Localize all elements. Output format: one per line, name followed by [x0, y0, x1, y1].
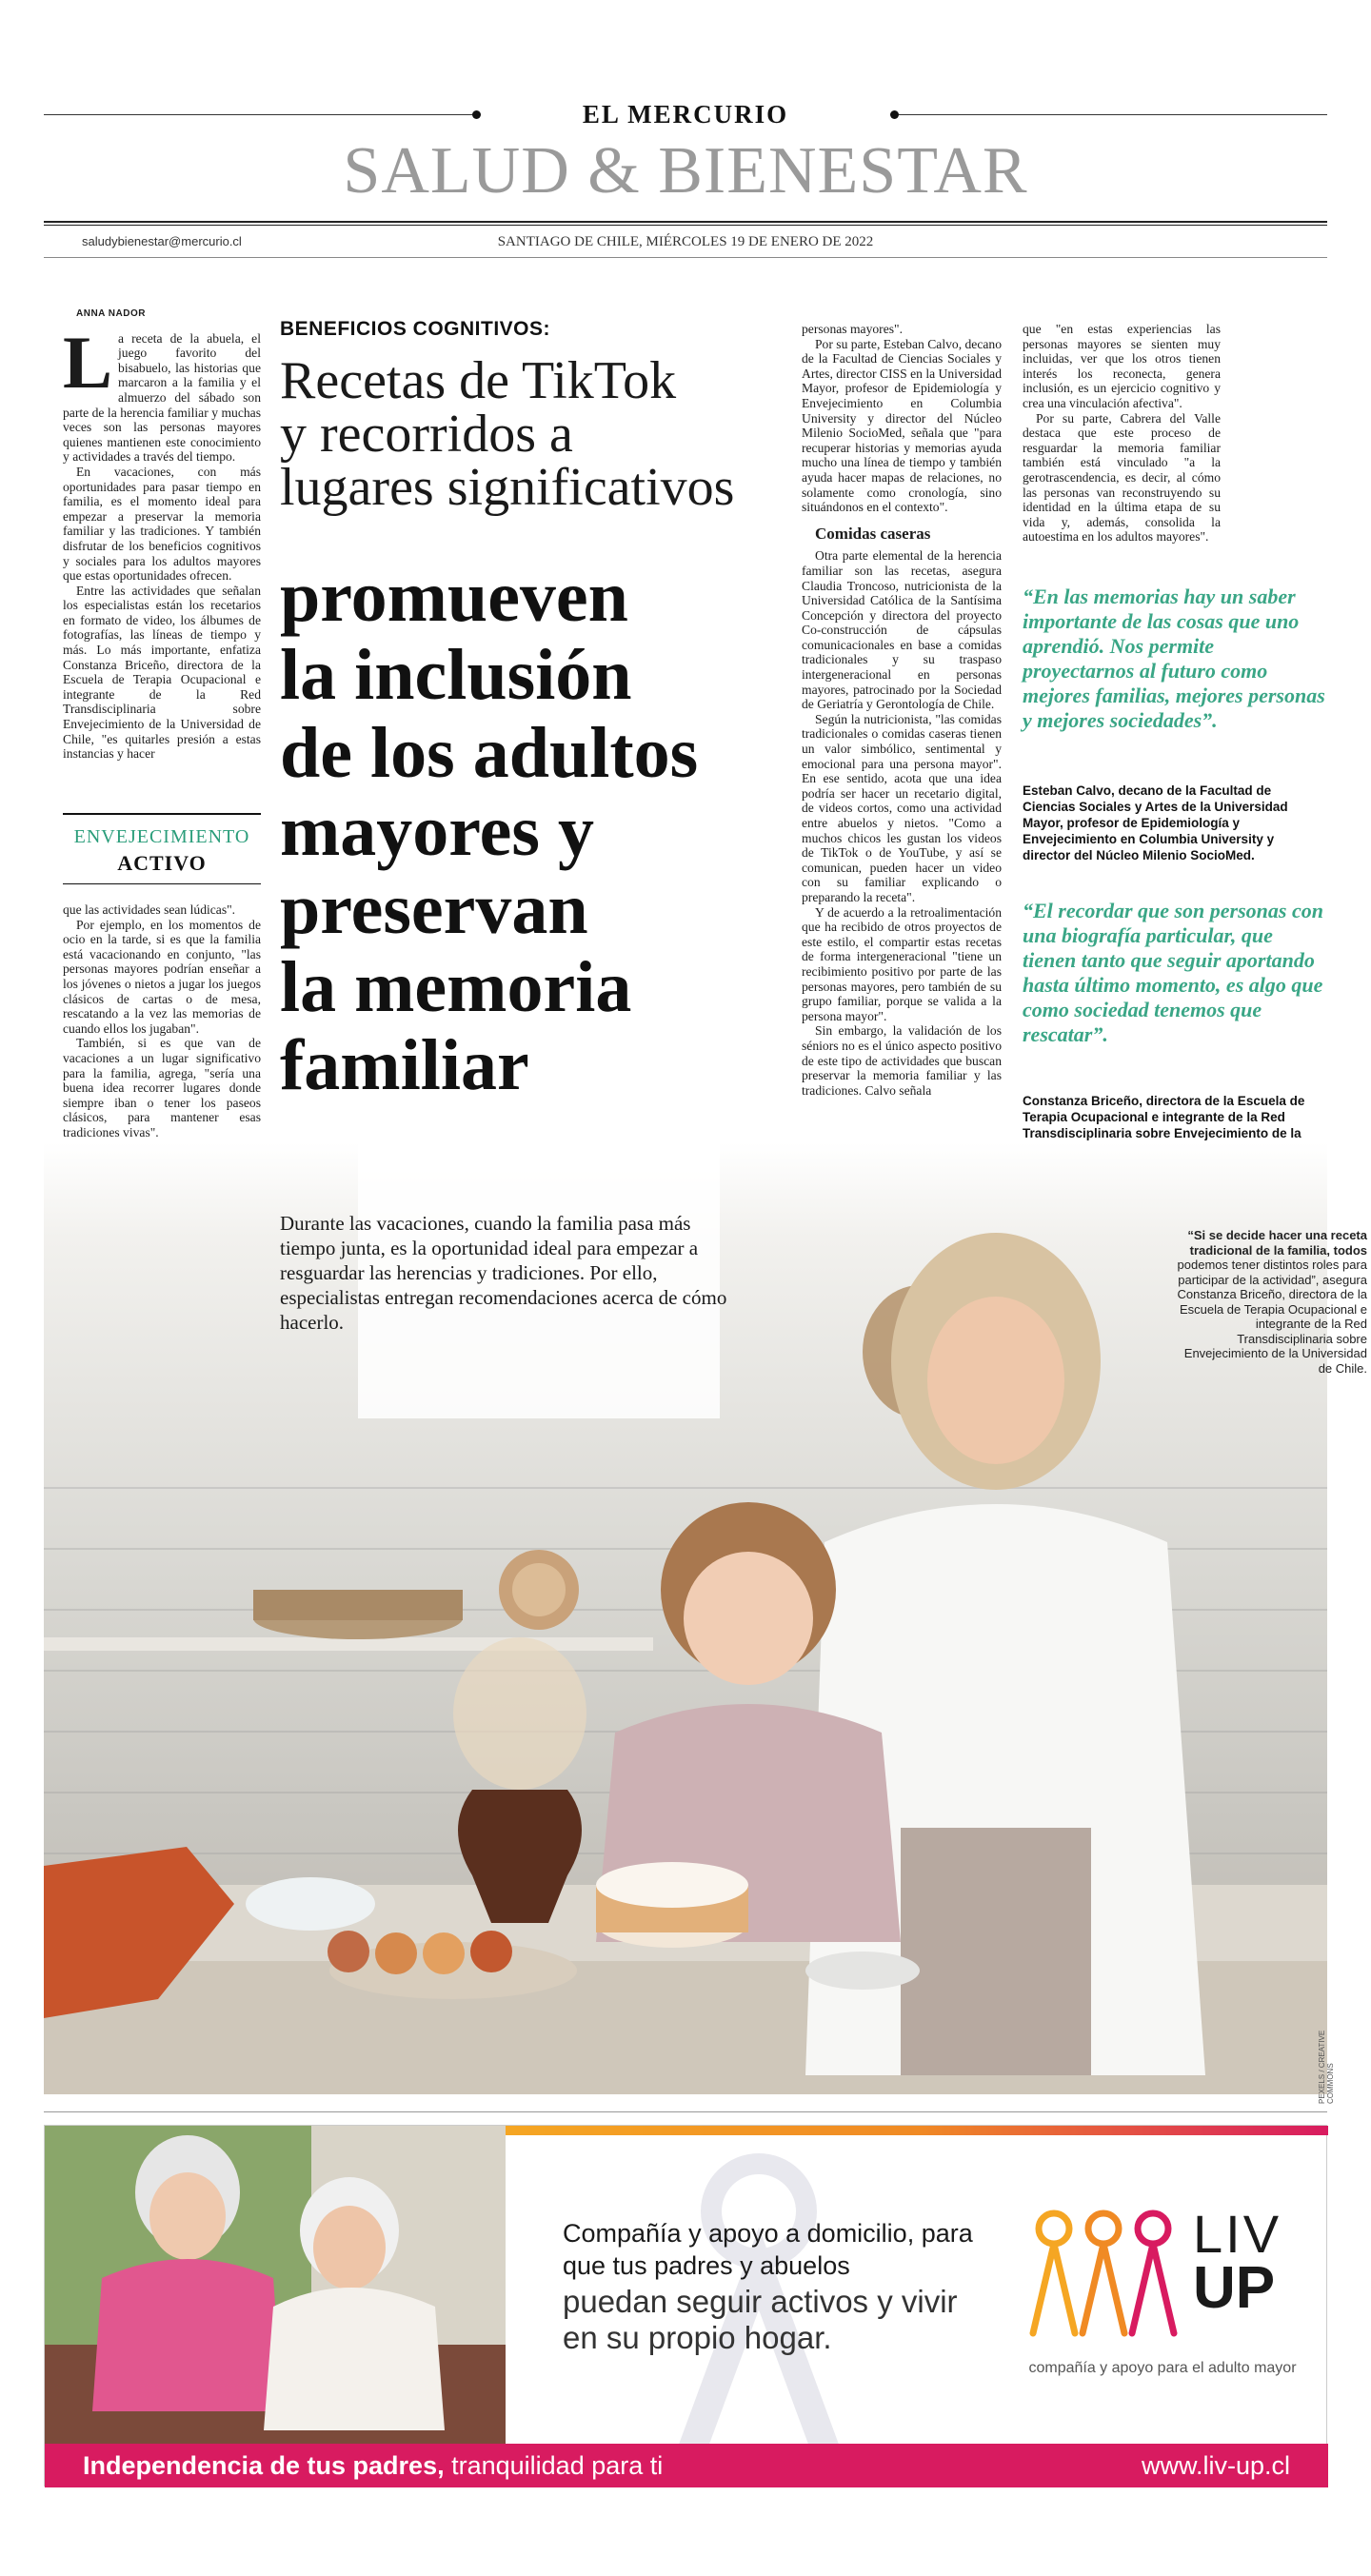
headline-line: preservan: [280, 869, 588, 949]
brand-row: [44, 100, 1327, 129]
paragraph: Y de acuerdo a la retroalimentación que ha recibido de otros proyectos de este estilo, el compartir estas recetas de forma intergeneracional "tiene un recibimiento positivo por parte de las personas mayores, pero también de su grupo familiar, porque se valida a la persona mayor".: [802, 904, 1002, 1023]
paragraph: que las actividades sean lúdicas".: [63, 902, 236, 917]
dot-ornament: [890, 110, 899, 119]
headline-line: mayores y: [280, 791, 594, 871]
ad-bottom-bar: [45, 2444, 1328, 2487]
paragraph: En vacaciones, con más oportunidades para pasar tiempo en familia, es el momento ideal para empezar a preservar la memoria familiar y las tradiciones. Y también disfrutar de los beneficios cognitivos y sociales para los adultos mayores que estas oportunidades ofrecen.: [63, 464, 261, 584]
newspaper-name: EL MERCURIO: [582, 100, 789, 129]
ad-slogan: Independencia de tus padres, tranquilidad para ti: [83, 2451, 664, 2480]
photo-caption: [1167, 1228, 1367, 1376]
divider: [44, 257, 1327, 258]
headline-bold: [280, 558, 794, 1104]
paragraph: Por ejemplo, en los momentos de ocio en la tarde, si es que la familia está vacacionando en conjunto, "las personas mayores podrían enseñar a los jóvenes o nietos a jugar los juegos clásicos de cartas o de mesa, rescatando a la vez las memorias de cuando ellos los jugaban".: [63, 917, 261, 1036]
photo-credit: PEXELS / CREATIVE COMMONS: [1318, 2030, 1335, 2104]
ad-subheadline: puedan seguir activos y vivir en su propio hogar.: [563, 2284, 958, 2355]
kicker: BENEFICIOS COGNITIVOS:: [280, 318, 551, 340]
article-column-4: [1023, 322, 1221, 545]
headline-line: familiar: [280, 1025, 529, 1105]
headline-line: y recorridos a: [280, 405, 573, 464]
ad-headline: Compañía y apoyo a domicilio, para que tus padres y abuelos: [563, 2219, 973, 2280]
pull-quote: “El recordar que son personas con una biografía particular, que tienen tanto que seguir aportando hasta último momento, es algo que como sociedad tenemos que rescatar”.: [1023, 899, 1323, 1046]
paragraph: personas mayores".: [802, 322, 903, 336]
subheading: Comidas caseras: [815, 524, 931, 543]
article-column-3: [802, 322, 1002, 1098]
article-column-1: [63, 307, 261, 762]
headline-line: de los adultos: [280, 713, 699, 793]
pull-quote: “En las memorias hay un saber importante de las cosas que uno aprendió. Nos permite proyectarnos al futuro como mejores familias, mejores personas y mejores sociedades”.: [1023, 585, 1325, 732]
ad-tagline: compañía y apoyo para el adulto mayor: [1028, 2360, 1297, 2376]
meta-row: [44, 232, 1327, 251]
section-title: SALUD & BIENESTAR: [343, 134, 1028, 208]
paragraph: La receta de la abuela, el juego favorito del bisabuelo, las historias que marcaron a la familia y el almuerzo del sábado son parte de la herencia familiar y muchas veces son las personas mayores quienes mantienen este conocimiento y actividades a través del tiempo.: [63, 320, 261, 465]
paragraph: Por su parte, Esteban Calvo, decano de la Facultad de Ciencias Sociales y Artes, director CISS en la Universidad Mayor, profesor de Epidemiología y Envejecimiento en Columbia University y director del Núcleo Milenio SocioMed, señala que "para recuperar historias y memorias ayuda mucho una línea de tiempo y también ayuda hacer mapas de relaciones, no solamente como cronología, sino situándonos en el contexto".: [802, 336, 1002, 515]
headline-line: promueven: [280, 557, 628, 637]
masthead: [0, 0, 1371, 257]
drop-cap: L: [63, 320, 113, 404]
photo-caption-bold: “Si se decide hacer una receta tradicional de la familia, todos: [1187, 1228, 1367, 1258]
section-tag: [63, 813, 261, 889]
headline-line: la inclusión: [280, 635, 632, 715]
paragraph: Sin embargo, la validación de los séniors no es el único aspecto positivo de este tipo de actividades que buscan preservar la memoria familiar y las tradiciones. Calvo señala: [802, 1023, 1002, 1098]
quote-attribution: Constanza Briceño, directora de la Escuela de Terapia Ocupacional e integrante de la Red Transdisciplinaria sobre Envejecimiento de la: [1023, 1094, 1305, 1140]
divider: [899, 114, 1327, 115]
headline-line: lugares significativos: [280, 458, 735, 517]
section-email[interactable]: saludybienestar@mercurio.cl: [82, 234, 242, 248]
dateline: SANTIAGO DE CHILE, MIÉRCOLES 19 DE ENERO DE 2022: [497, 234, 874, 249]
paragraph: También, si es que van de vacaciones a un lugar significativo para la familia, agrega, "sería una buena idea recorrer lugares donde siempre iban o tener los paseos clásicos, para mantener esas tradiciones vivas".: [63, 1036, 261, 1139]
divider: [63, 883, 261, 884]
divider: [63, 813, 261, 815]
section-tag-line1: ENVEJECIMIENTO: [73, 826, 250, 847]
byline: ANNA NADOR: [76, 308, 146, 319]
paragraph: Otra parte elemental de la herencia familiar son las recetas, asegura Claudia Troncoso, nutricionista de la Universidad Católica de la Santísima Concepción y directora del proyecto Co-construcción de cápsulas comunicacionales en base a comidas tradicionales y su traspaso intergeneracional en personas mayores, patrocinado por la Sociedad de Geriatría y Gerontología de Chile.: [802, 548, 1002, 712]
headline-light: [280, 351, 794, 517]
ad-accent-bar: [506, 2126, 1328, 2135]
paragraph: Entre las actividades que señalan los especialistas están los recetarios en formato de video, los álbumes de fotografías, las líneas de tiempo y más. Lo más importante, enfatiza Constanza Briceño, directora de la Escuela de Terapia Ocupacional e integrante de la Red Transdisciplinaria sobre Envejecimiento de la Universidad de Chile, "es quitarles presión a estas instancias y hacer: [63, 583, 261, 762]
ad-logo-text: LIV: [1193, 2204, 1282, 2264]
photo-caption-text: podemos tener distintos roles para participar de la actividad”, asegura Constanza Briceño, directora de la Escuela de Terapia Ocupacional e integrante de la Red Transdisciplinaria sobre Envejecimiento de la Universidad de Chile.: [1177, 1258, 1367, 1376]
paragraph: Por su parte, Cabrera del Valle destaca que este proceso de resguardar la memoria familiar también está vinculado "a la gerotrascendencia, es decir, al cómo las personas van reconstruyendo su identidad en la última etapa de su vida y, además, consolida la autoestima en los adultos mayores".: [1023, 410, 1221, 545]
ad-website-link[interactable]: www.liv-up.cl: [1141, 2451, 1290, 2480]
quote-attribution: Esteban Calvo, decano de la Facultad de Ciencias Sociales y Artes de la Universidad Mayor, profesor de Epidemiología y Envejecimiento en Columbia University y director del Núcleo Milenio SocioMed.: [1023, 783, 1288, 862]
ad-logo-text: UP: [1193, 2255, 1276, 2321]
headline-line: la memoria: [280, 947, 632, 1027]
ad-photo: [45, 2126, 506, 2444]
paragraph: Según la nutricionista, "las comidas tradicionales o comidas caseras tienen un valor simbólico, sentimental y emocional para una persona mayor". En ese sentido, acota que una idea podría ser hacer un recetario digital, de videos cortos, como una actividad entre abuelos y nietos. "Como a muchos chicos les gustan los videos de TikTok o de YouTube, y así se comunican, pueden hacer un video con su familiar explicando o preparando la receta".: [802, 711, 1002, 904]
article-lead: Durante las vacaciones, cuando la familia pasa más tiempo junta, es la oportunidad ideal para empezar a resguardar las herencias y tradiciones. Por ello, especialistas entregan recomendaciones acerca de cómo hacerlo.: [280, 1212, 727, 1334]
section-tag-line2: ACTIVO: [117, 851, 207, 875]
divider: [44, 2111, 1327, 2112]
headline-line: Recetas de TikTok: [280, 351, 677, 410]
ad-photo-illustration: [45, 2126, 506, 2444]
advertisement[interactable]: [44, 2125, 1327, 2487]
paragraph: que "en estas experiencias las personas mayores se sienten muy incluidas, ver que los otros tienen interés los reconecta, genera inclusión, es un ejercicio cognitivo y crea una vinculación afectiva".: [1023, 322, 1221, 410]
divider: [44, 221, 1327, 226]
